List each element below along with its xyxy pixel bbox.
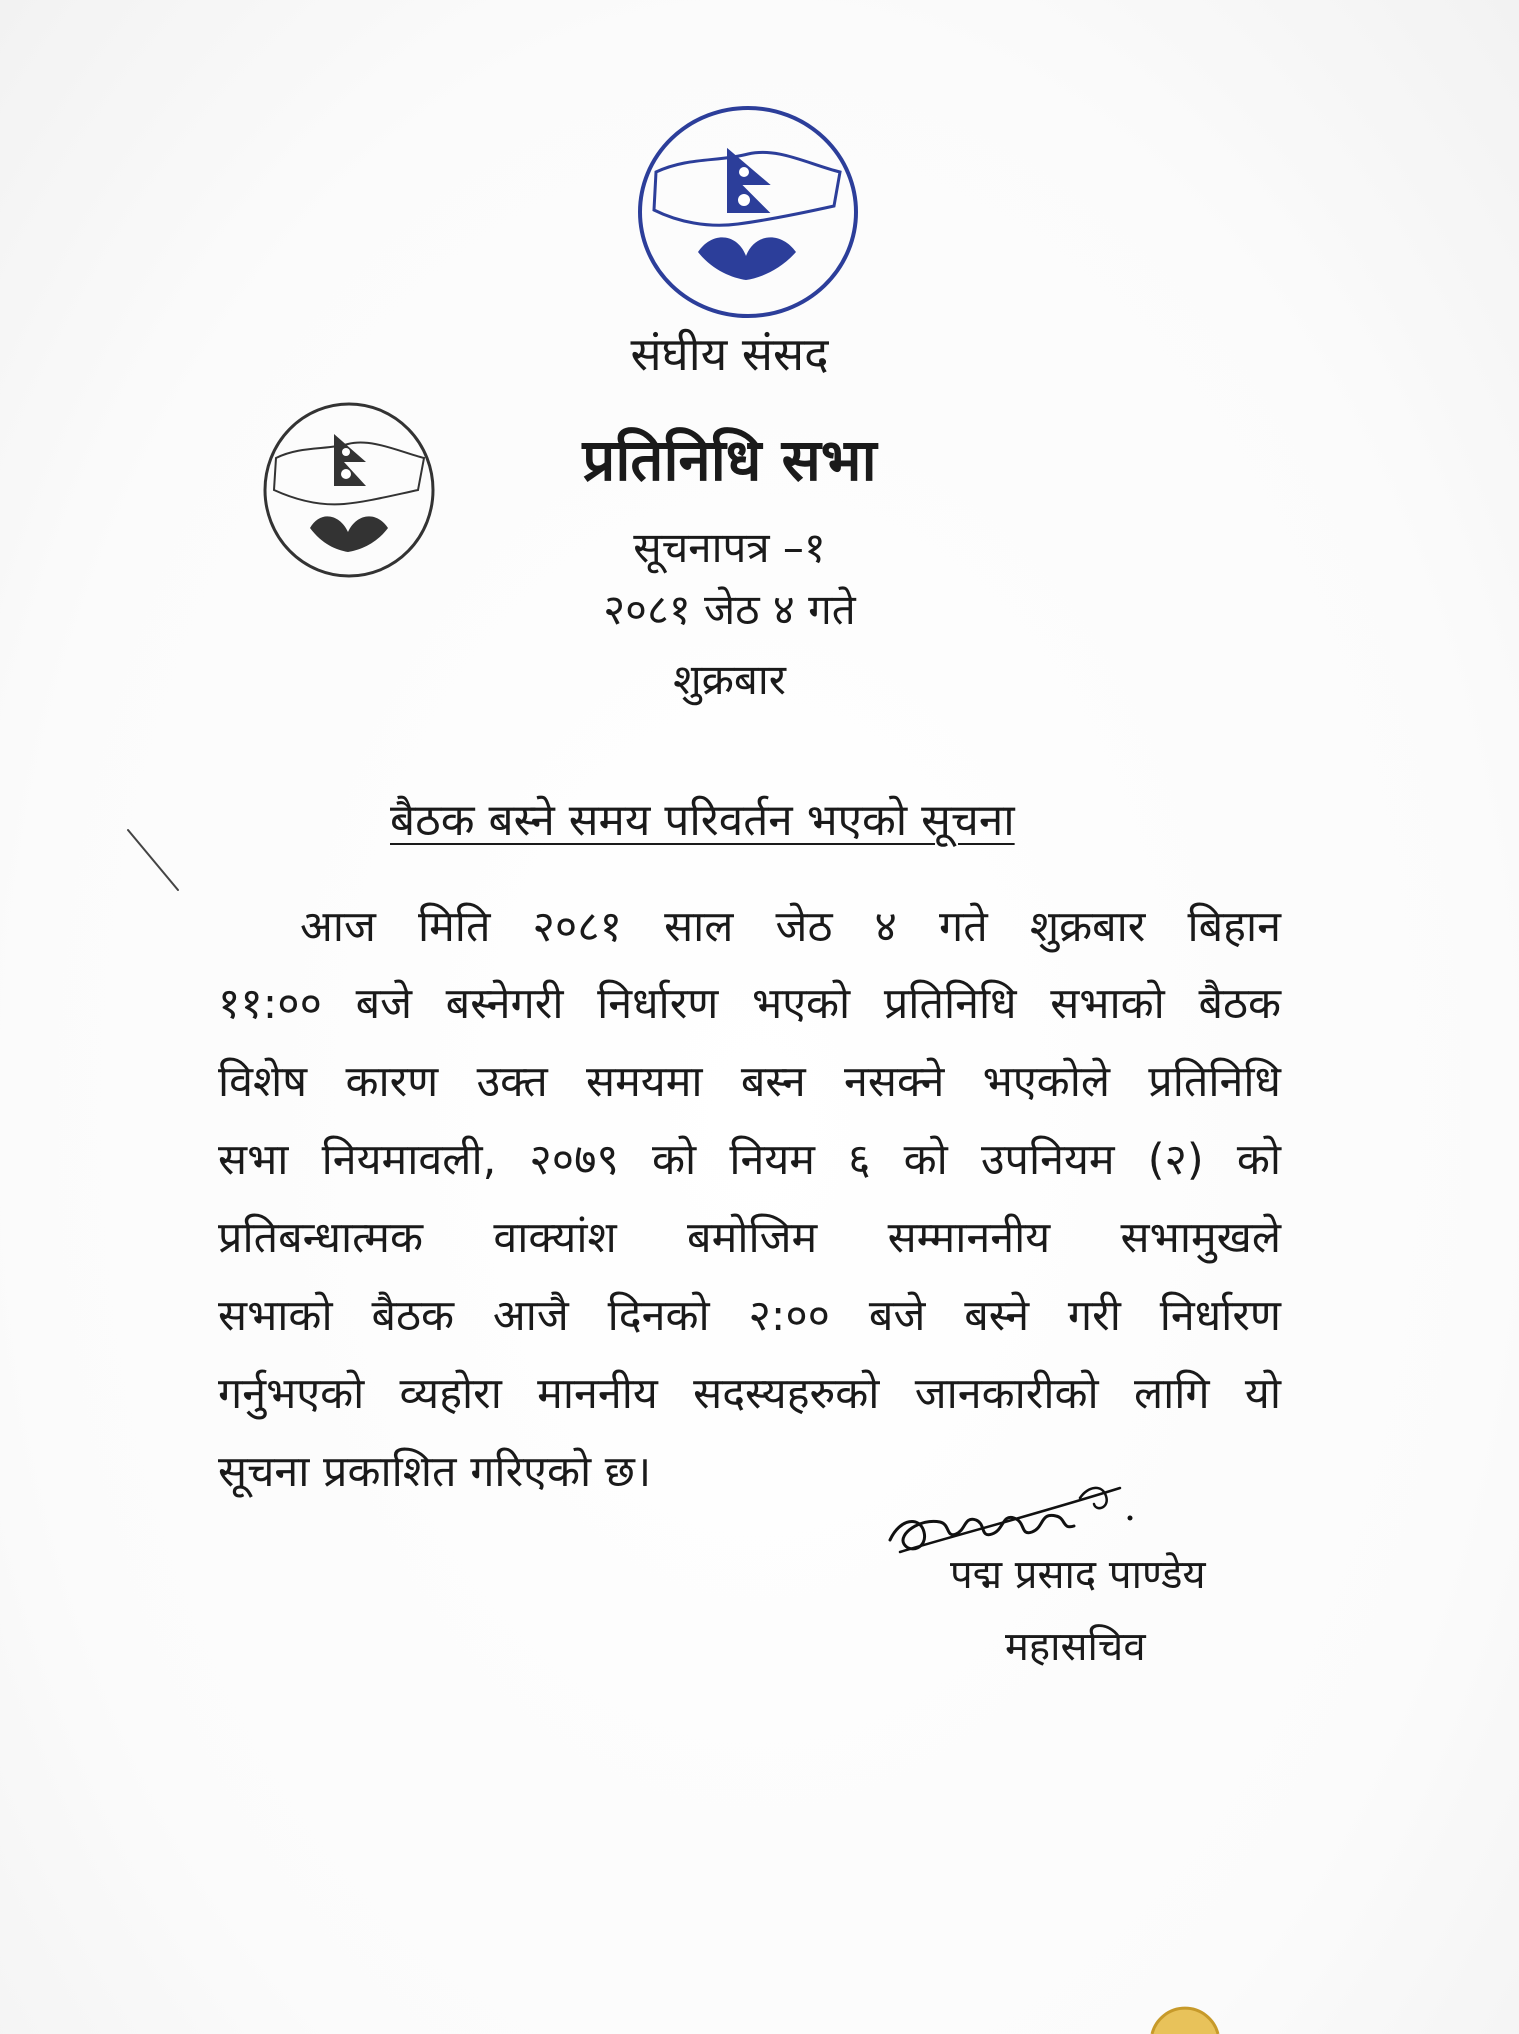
- signatory-title: महासचिव: [1005, 1624, 1146, 1670]
- body-line: सूचना प्रकाशित गरिएको छ।: [218, 1447, 652, 1497]
- body-line: गर्नुभएको व्यहोरा माननीय सदस्यहरुको जानकारीको लागि यो: [218, 1369, 1281, 1419]
- signatory-name: पद्म प्रसाद पाण्डेय: [950, 1552, 1206, 1598]
- parliament-seal-top: [628, 102, 868, 332]
- notice-date: २०८१ जेठ ४ गते: [603, 585, 856, 634]
- body-line: सभाको बैठक आजै दिनको २:०० बजे बस्ने गरी निर्धारण: [218, 1291, 1281, 1341]
- body-line: सभा नियमावली, २०७९ को नियम ६ को उपनियम (२) को: [218, 1135, 1281, 1185]
- house-name: प्रतिनिधि सभा: [582, 426, 877, 494]
- corner-stamp-fragment: [1150, 2000, 1220, 2034]
- body-line: ११:०० बजे बस्नेगरी निर्धारण भएको प्रतिनिधि सभाको बैठक: [218, 979, 1281, 1029]
- notice-number: सूचनापत्र –१: [633, 523, 826, 572]
- organization-name: संघीय संसद: [630, 327, 829, 381]
- notice-subject: बैठक बस्ने समय परिवर्तन भएको सूचना: [390, 795, 1015, 846]
- body-line: प्रतिबन्धात्मक वाक्यांश बमोजिम सम्माननीय सभामुखले: [218, 1213, 1281, 1263]
- stray-pen-mark: [120, 820, 190, 900]
- body-line: आज मिति २०८१ साल जेठ ४ गते शुक्रबार बिहान: [300, 902, 1281, 952]
- notice-weekday: शुक्रबार: [673, 655, 786, 704]
- body-line: विशेष कारण उक्त समयमा बस्न नसक्ने भएकोले प्रतिनिधि: [218, 1057, 1281, 1107]
